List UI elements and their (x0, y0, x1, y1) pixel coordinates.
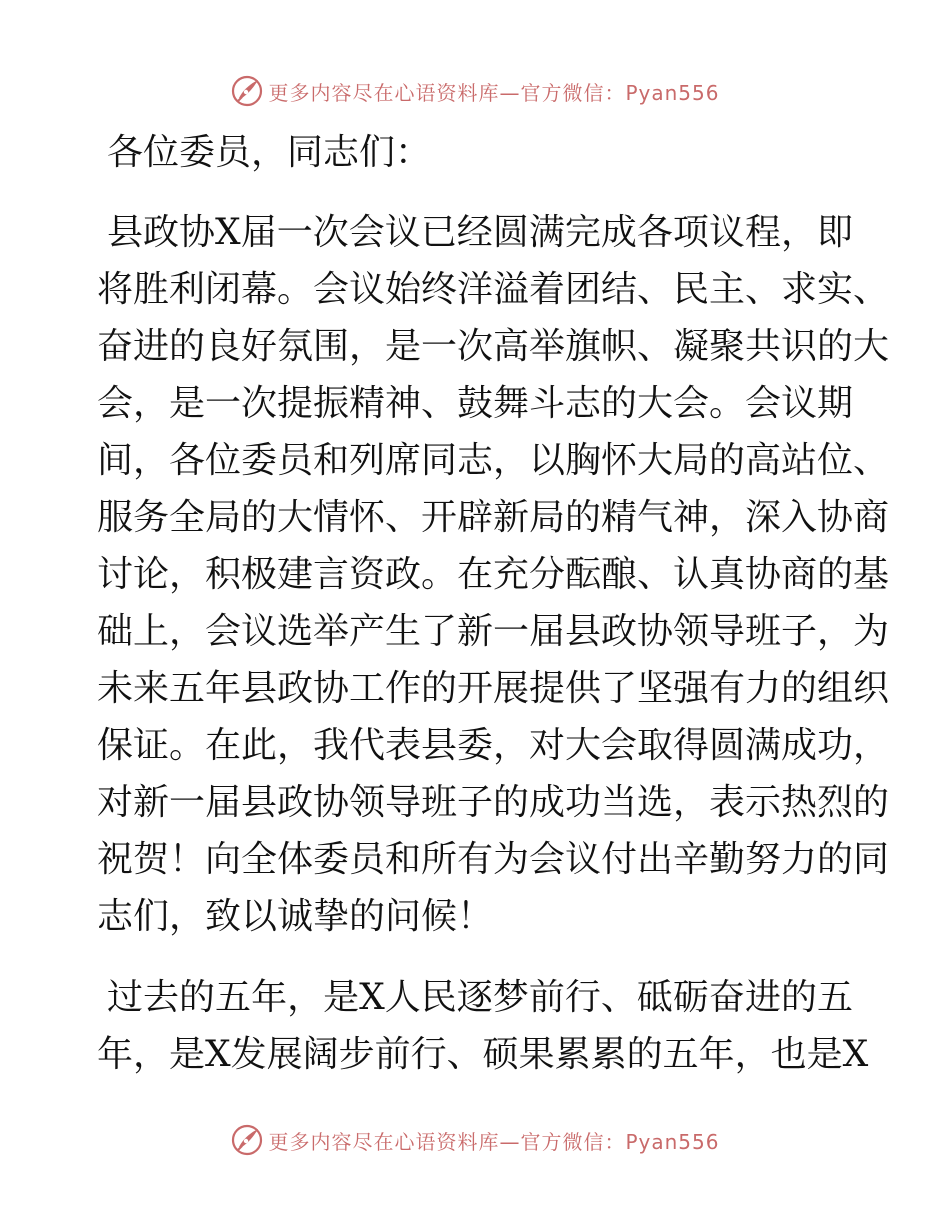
watermark-text: 更多内容尽在心语资料库—官方微信：Pyan556 (268, 80, 720, 105)
document-body (97, 124, 890, 1083)
text-line: 县政协X届一次会议已经圆满完成各项议程，即 (107, 212, 853, 253)
text-line: 祝贺！向全体委员和所有为会议付出辛勤努力的同 (97, 839, 890, 880)
text-line: 将胜利闭幕。会议始终洋溢着团结、民主、求实、 (97, 269, 890, 310)
text-line: 过去的五年，是X人民逐梦前行、砥砺奋进的五 (107, 977, 853, 1018)
paragraph-2 (97, 969, 869, 1083)
watermark-text: 更多内容尽在心语资料库—官方微信：Pyan556 (268, 1129, 720, 1154)
text-line: 未来五年县政协工作的开展提供了坚强有力的组织 (97, 668, 890, 709)
paragraph-1 (97, 204, 890, 945)
salutation: 各位委员，同志们： (107, 132, 432, 173)
text-line: 年，是X发展阔步前行、硕果累累的五年，也是X (97, 1034, 869, 1075)
pen-logo-icon (230, 1123, 264, 1157)
text-line: 服务全局的大情怀、开辟新局的精气神，深入协商 (97, 497, 890, 538)
pen-logo-icon (230, 74, 264, 108)
text-line: 讨论，积极建言资政。在充分酝酿、认真协商的基 (97, 554, 890, 595)
text-line: 保证。在此，我代表县委，对大会取得圆满成功， (97, 725, 890, 766)
text-line: 志们，致以诚挚的问候！ (97, 896, 494, 937)
text-line: 奋进的良好氛围，是一次高举旗帜、凝聚共识的大 (97, 326, 890, 367)
text-line: 会，是一次提振精神、鼓舞斗志的大会。会议期 (97, 383, 854, 424)
header-watermark (0, 71, 950, 111)
footer-watermark (0, 1120, 950, 1160)
text-line: 间，各位委员和列席同志，以胸怀大局的高站位、 (97, 440, 890, 481)
text-line: 础上，会议选举产生了新一届县政协领导班子，为 (97, 611, 890, 652)
text-line: 对新一届县政协领导班子的成功当选，表示热烈的 (97, 782, 890, 823)
